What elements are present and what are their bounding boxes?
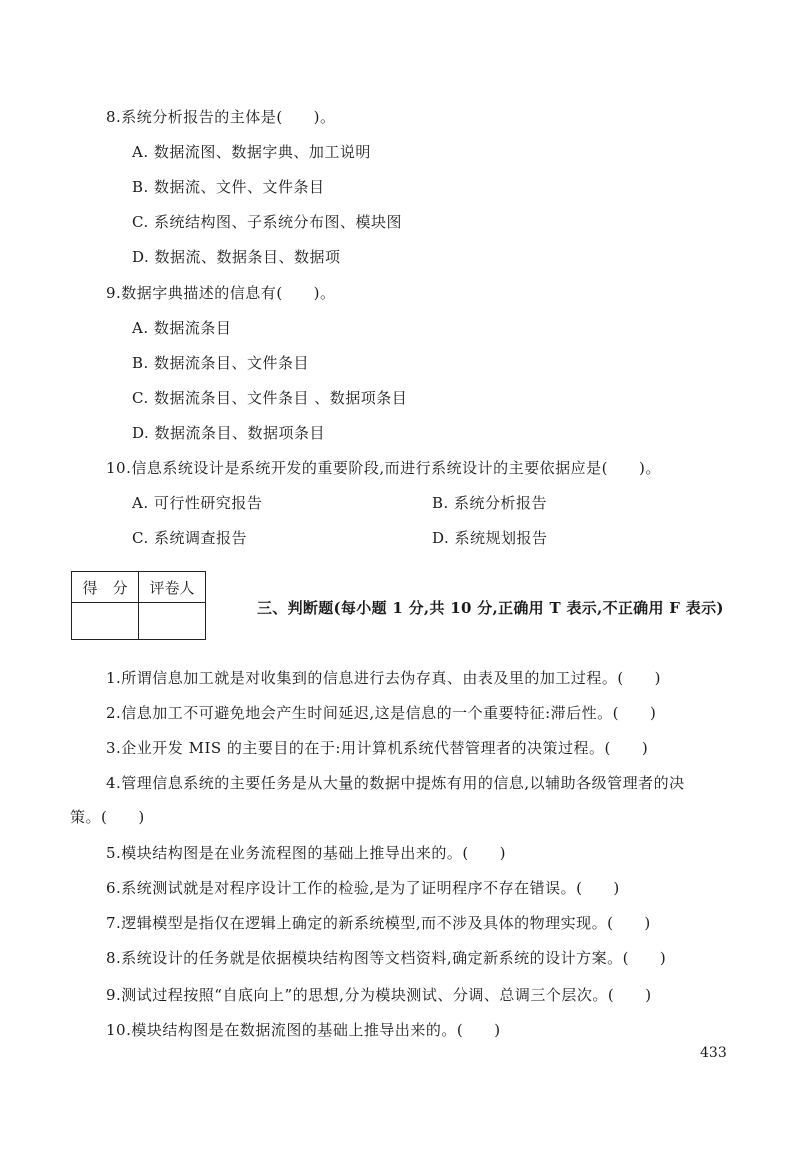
judgment-question-4: 4.管理信息系统的主要任务是从大量的数据中提炼有用的信息,以辅助各级管理者的决	[106, 774, 685, 792]
score-box	[71, 571, 206, 640]
grader-label: 评卷人	[139, 572, 206, 603]
question-8-option-d: D. 数据流、数据条目、数据项	[132, 248, 341, 266]
question-8-option-a: A. 数据流图、数据字典、加工说明	[132, 143, 371, 161]
judgment-question-5: 5.模块结构图是在业务流程图的基础上推导出来的。( )	[106, 844, 507, 862]
judgment-question-7: 7.逻辑模型是指仅在逻辑上确定的新系统模型,而不涉及具体的物理实现。( )	[106, 914, 651, 932]
question-10-option-a: A. 可行性研究报告	[132, 494, 263, 512]
score-cell	[72, 603, 139, 640]
grader-cell	[139, 603, 206, 640]
judgment-question-10: 10.模块结构图是在数据流图的基础上推导出来的。( )	[106, 1021, 501, 1039]
question-9-option-b: B. 数据流条目、文件条目	[132, 354, 310, 372]
page-number: 433	[700, 1045, 727, 1061]
judgment-question-9: 9.测试过程按照“自底向上”的思想,分为模块测试、分调、总调三个层次。( )	[106, 986, 652, 1004]
judgment-question-4-continued: 策。( )	[70, 808, 145, 826]
question-8-stem: 8.系统分析报告的主体是( )。	[106, 108, 336, 126]
judgment-question-2: 2.信息加工不可避免地会产生时间延迟,这是信息的一个重要特征:滞后性。( )	[106, 704, 657, 722]
question-8-option-c: C. 系统结构图、子系统分布图、模块图	[132, 213, 402, 231]
question-9-option-c: C. 数据流条目、文件条目 、数据项条目	[132, 389, 408, 407]
question-9-option-a: A. 数据流条目	[132, 319, 232, 337]
question-10-stem: 10.信息系统设计是系统开发的重要阶段,而进行系统设计的主要依据应是( )。	[106, 459, 661, 477]
section-title: 三、判断题(每小题 1 分,共 10 分,正确用 T 表示,不正确用 F 表示)	[257, 599, 724, 617]
question-10-option-b: B. 系统分析报告	[432, 494, 548, 512]
judgment-question-1: 1.所谓信息加工就是对收集到的信息进行去伪存真、由表及里的加工过程。( )	[106, 669, 662, 687]
score-label: 得 分	[72, 572, 139, 603]
question-10-option-d: D. 系统规划报告	[432, 529, 548, 547]
judgment-question-6: 6.系统测试就是对程序设计工作的检验,是为了证明程序不存在错误。( )	[106, 879, 620, 897]
question-10-option-c: C. 系统调查报告	[132, 529, 247, 547]
judgment-question-8: 8.系统设计的任务就是依据模块结构图等文档资料,确定新系统的设计方案。( )	[106, 949, 667, 967]
question-9-option-d: D. 数据流条目、数据项条目	[132, 424, 326, 442]
judgment-question-3: 3.企业开发 MIS 的主要目的在于:用计算机系统代替管理者的决策过程。( )	[106, 739, 649, 757]
question-8-option-b: B. 数据流、文件、文件条目	[132, 178, 325, 196]
question-9-stem: 9.数据字典描述的信息有( )。	[106, 284, 336, 302]
